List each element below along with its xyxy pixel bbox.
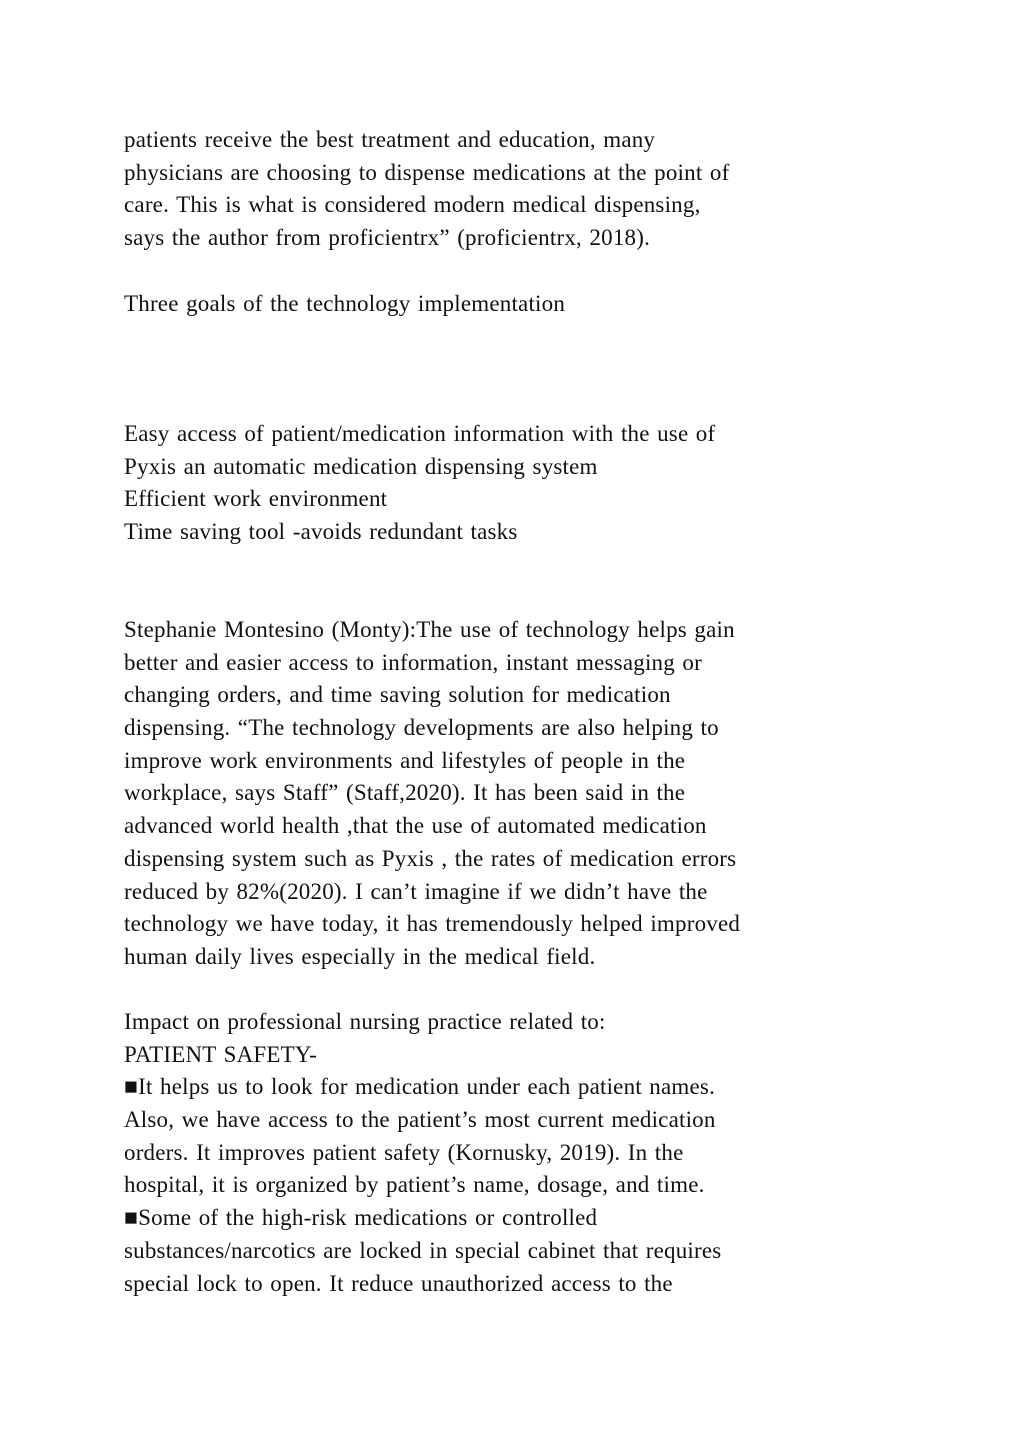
text-line: physicians are choosing to dispense medications at the point of — [124, 159, 730, 185]
text-line: substances/narcotics are locked in special cabinet that requires — [124, 1237, 722, 1263]
paragraph-stephanie-montesino — [124, 614, 924, 974]
text-line: human daily lives especially in the medical field. — [124, 943, 596, 969]
text-line: Pyxis an automatic medication dispensing system — [124, 453, 598, 479]
text-line: dispensing system such as Pyxis , the rates of medication errors — [124, 845, 737, 871]
paragraph-proficientrx-quote — [124, 124, 924, 255]
text-line: workplace, says Staff” (Staff,2020). It has been said in the — [124, 780, 686, 806]
text-line: special lock to open. It reduce unauthorized access to the — [124, 1270, 673, 1296]
text-line: Also, we have access to the patient’s most current medication — [124, 1107, 716, 1133]
text-line: care. This is what is considered modern medical dispensing, — [124, 192, 701, 218]
text-line: Time saving tool -avoids redundant tasks — [124, 519, 518, 545]
text-line: dispensing. “The technology developments are also helping to — [124, 715, 719, 741]
text-line: Stephanie Montesino (Monty):The use of technology helps gain — [124, 617, 735, 642]
text-line: patients receive the best treatment and education, many — [124, 127, 656, 152]
text-line: ■It helps us to look for medication under each patient names. — [124, 1074, 716, 1100]
text-line: says the author from proficientrx” (proficientrx, 2018). — [124, 225, 651, 251]
text-line: changing orders, and time saving solution for medication — [124, 682, 671, 708]
text-line: hospital, it is organized by patient’s name, dosage, and time. — [124, 1172, 705, 1198]
text-line: ■Some of the high-risk medications or controlled — [124, 1205, 598, 1231]
text-line: PATIENT SAFETY- — [124, 1041, 318, 1067]
text-line: Easy access of patient/medication information with the use of — [124, 421, 716, 446]
text-line: better and easier access to information, instant messaging or — [124, 649, 702, 675]
text-line: reduced by 82%(2020). I can’t imagine if we didn’t have the — [124, 878, 708, 904]
section-heading-three-goals — [124, 288, 924, 321]
goals-list — [124, 418, 924, 549]
text-line: Impact on professional nursing practice related to: — [124, 1009, 606, 1034]
text-line: technology we have today, it has tremendously helped improved — [124, 911, 741, 937]
text-line: advanced world health ,that the use of automated medication — [124, 813, 707, 839]
text-line: improve work environments and lifestyles of people in the — [124, 747, 686, 773]
text-line: Three goals of the technology implementation — [124, 291, 566, 316]
text-line: orders. It improves patient safety (Kornusky, 2019). In the — [124, 1139, 684, 1165]
paragraph-patient-safety — [124, 1006, 924, 1300]
text-line: Efficient work environment — [124, 486, 388, 512]
